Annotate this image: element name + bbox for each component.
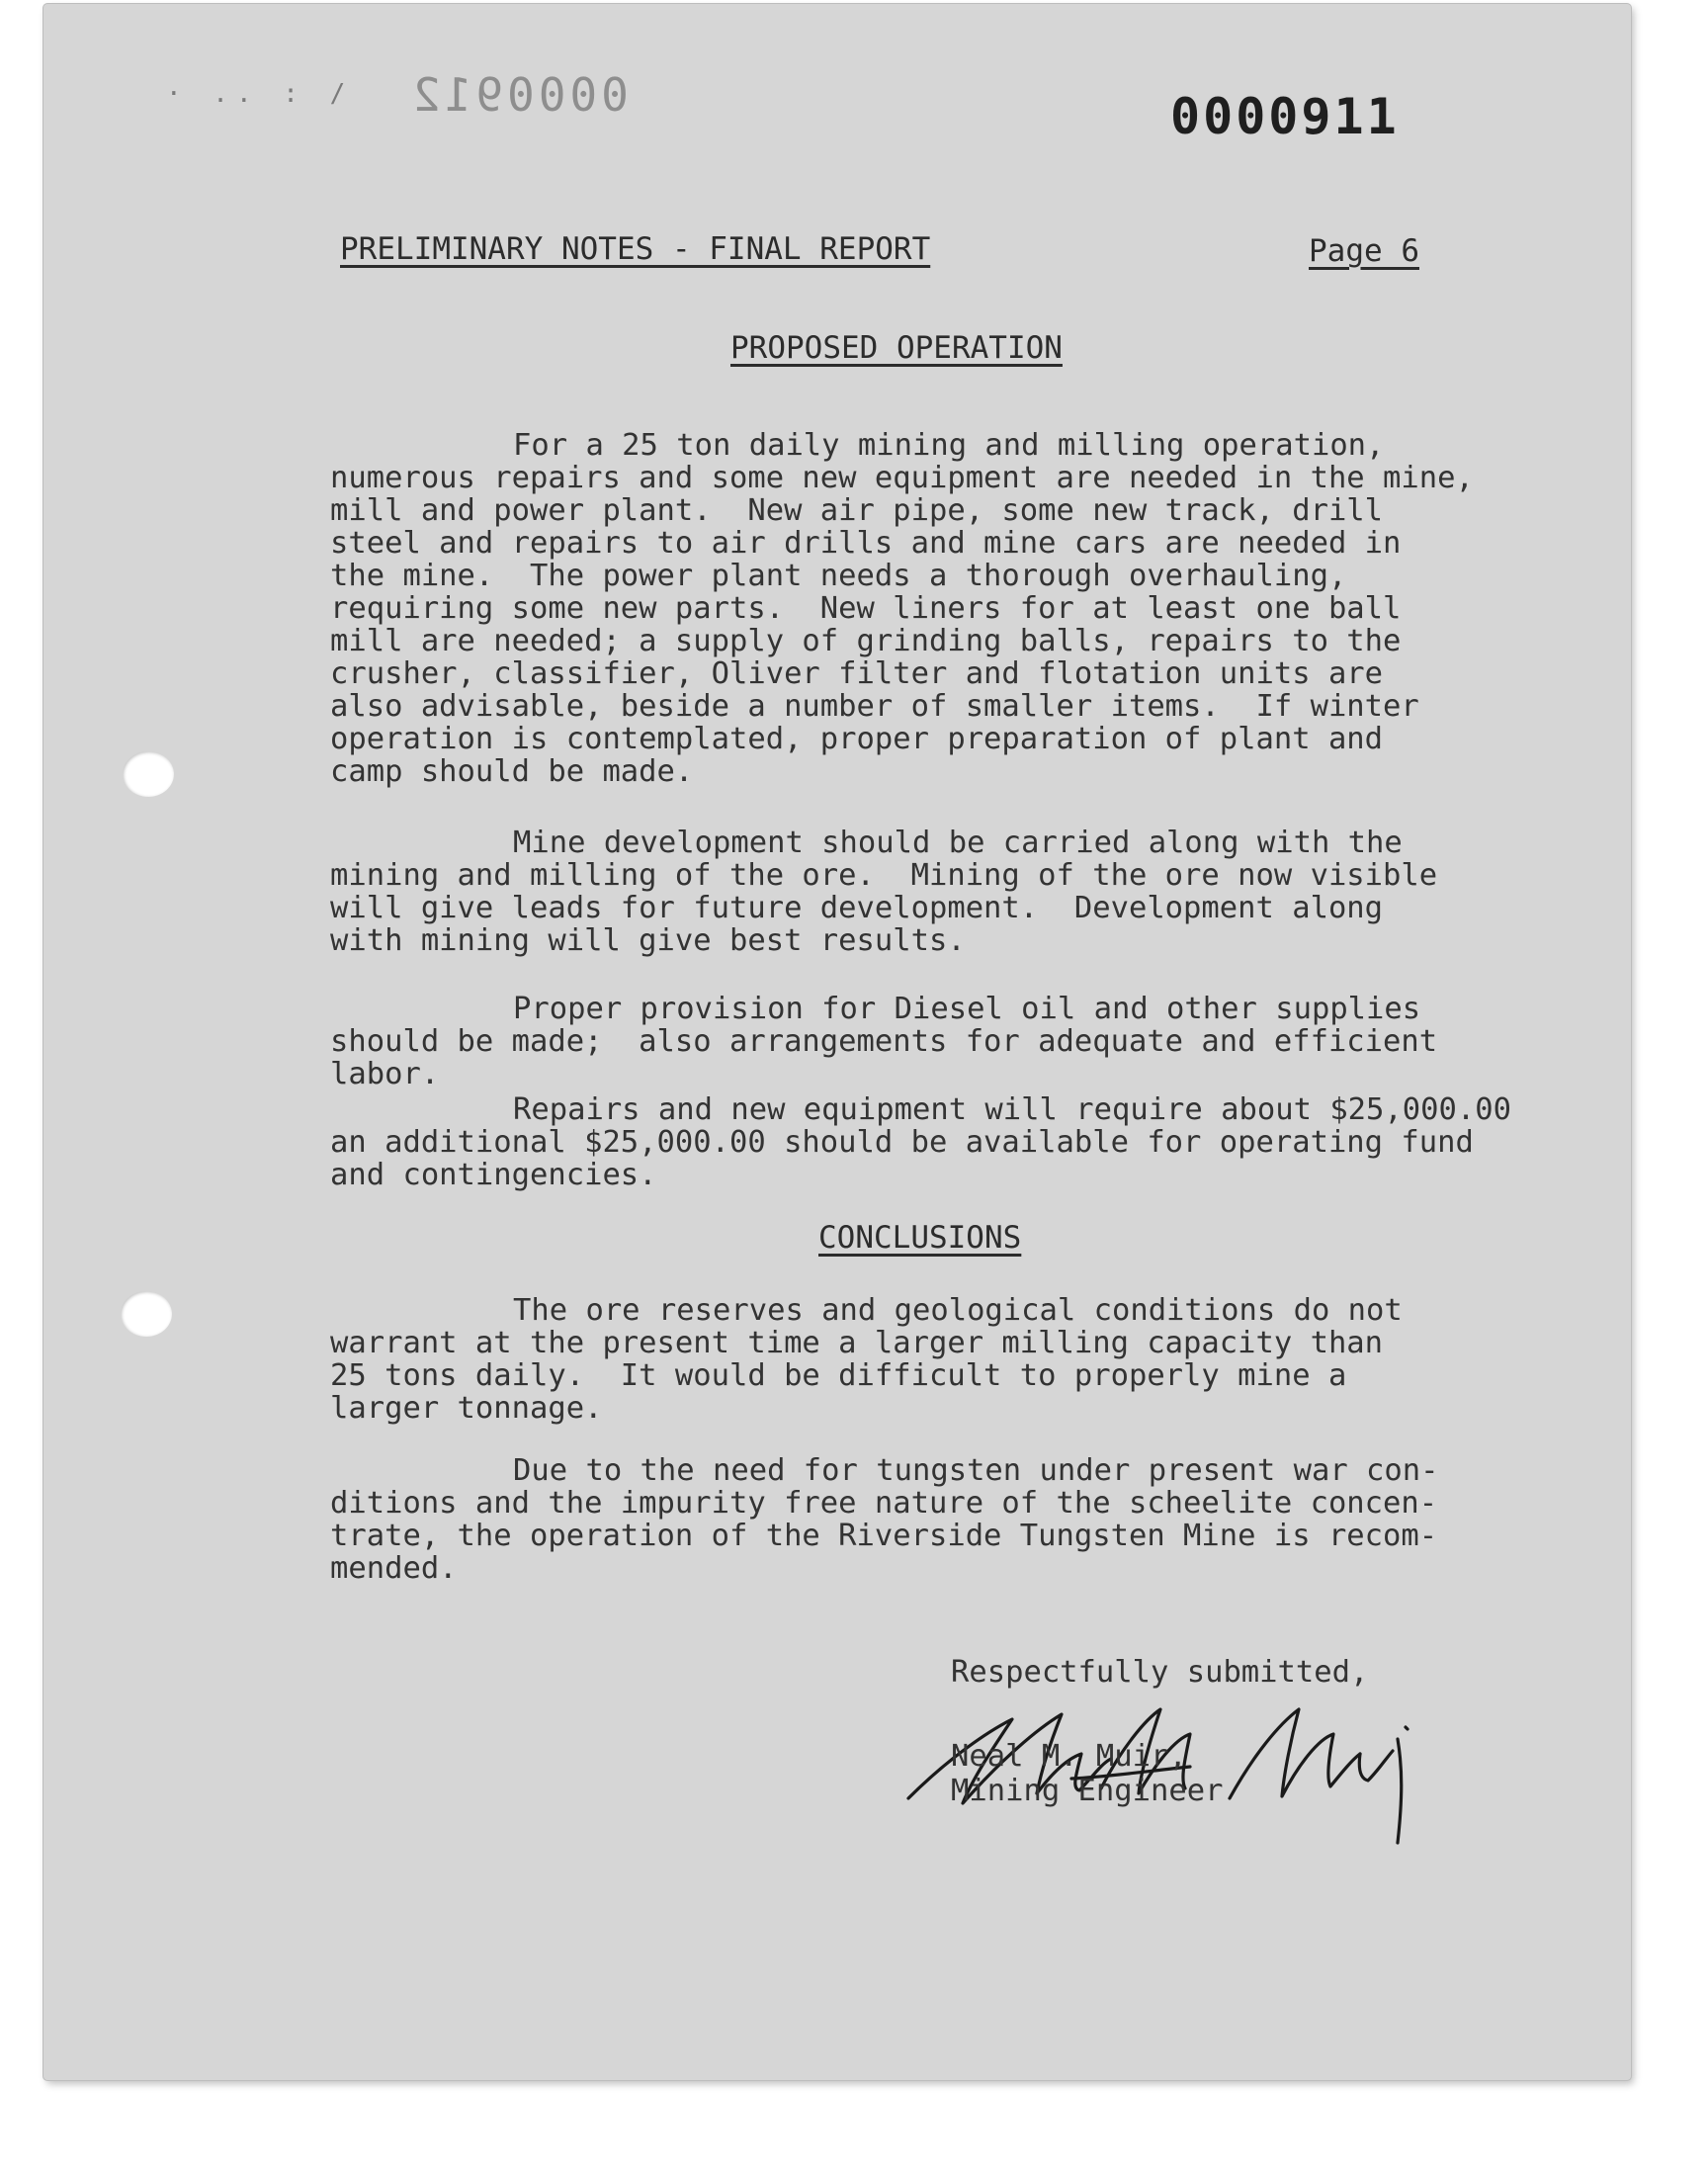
paragraph-ore-reserves: The ore reserves and geological conditions do not warrant at the present time a larger milling capacity than 25 tons daily. It would be difficult to properly mine a larger tonnage. xyxy=(330,1293,1403,1426)
document-page xyxy=(43,4,1631,2080)
signer-name: Neal M. Muir, xyxy=(951,1739,1187,1774)
heading-proposed-operation: PROPOSED OPERATION xyxy=(730,330,1063,366)
page-label: Page 6 xyxy=(1309,233,1419,269)
faint-stamp-number: 0000912 xyxy=(409,68,629,122)
punch-hole-top xyxy=(123,751,174,797)
signer-title: Mining Engineer xyxy=(951,1774,1224,1808)
page-number-stamp: 0000911 xyxy=(1170,88,1400,145)
paragraph-mine-development: Mine development should be carried along with the mining and milling of the ore. Mining of the ore now visible will give leads for future development. Development along with mining will give best results. xyxy=(330,826,1438,958)
punch-hole-bottom xyxy=(121,1291,172,1337)
document-title: PRELIMINARY NOTES - FINAL REPORT xyxy=(340,231,931,267)
paragraph-provisions: Proper provision for Diesel oil and other supplies should be made; also arrangements for adequate and efficient labor. xyxy=(330,992,1438,1091)
heading-conclusions: CONCLUSIONS xyxy=(818,1220,1022,1256)
closing-salutation: Respectfully submitted, xyxy=(951,1655,1369,1690)
corner-marks: · .. : / xyxy=(166,79,354,109)
paragraph-recommendation: Due to the need for tungsten under present war con- ditions and the impurity free nature of the scheelite concen- trate, the operation of the Riverside Tungsten Mine is recom- mended. xyxy=(330,1453,1439,1586)
paragraph-costs: Repairs and new equipment will require about $25,000.00 an additional $25,000.00 should be available for operating fund and contingencies. xyxy=(330,1092,1511,1192)
paragraph-operation-repairs: For a 25 ton daily mining and milling operation, numerous repairs and some new equipment are needed in the mine, mill and power plant. New air pipe, some new track, drill steel and repairs to air drills and mine cars are needed in the mine. The power plant needs a thorough overhauling, requiring some new parts. New liners for at least one ball mill are needed; a supply of grinding balls, repairs to the crusher, classifier, Oliver filter and flotation units are also advisable, beside a number of smaller items. If winter operation is contemplated, proper preparation of plant and camp should be made. xyxy=(330,428,1474,789)
